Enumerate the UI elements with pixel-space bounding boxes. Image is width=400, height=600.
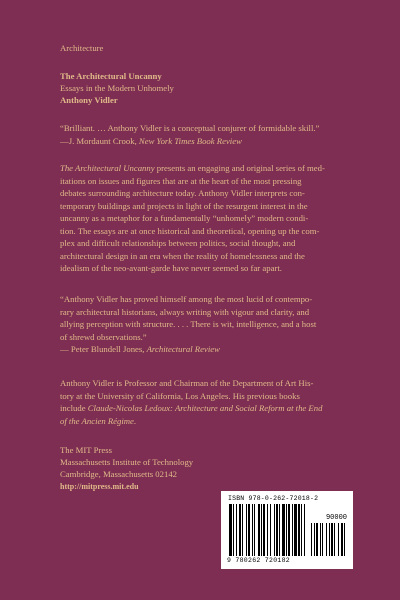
bio-line: Anthony Vidler is Professor and Chairman of the Department of Art His- xyxy=(60,378,314,388)
barcode-bar xyxy=(229,504,232,556)
barcode-bar xyxy=(252,504,253,556)
description-line: idealism of the neo-avant-garde have never seemed so far apart. xyxy=(60,263,282,273)
barcode-bar xyxy=(338,523,339,556)
quote-2 xyxy=(60,293,360,356)
barcode-bar xyxy=(236,504,237,556)
quote-2-line: allying perception with structure. . . . There is wit, intelligence, and a host xyxy=(60,319,317,329)
isbn-text: ISBN 978-0-262-72018-2 xyxy=(228,495,319,502)
barcode-bar xyxy=(344,523,345,556)
bio-line: of the Ancien Régime. xyxy=(60,415,137,426)
description-line: architectural design in an era when the reality of homelessness and the xyxy=(60,250,305,261)
barcode-bar xyxy=(279,504,280,556)
barcode-bar xyxy=(282,504,285,556)
bio-line: tory at the University of California, Los Angeles. His previous books xyxy=(60,390,300,401)
barcode-bar xyxy=(304,504,305,556)
barcode-bar xyxy=(261,504,262,556)
author-bio xyxy=(60,377,360,427)
barcode-bar xyxy=(320,523,321,556)
barcode-bar xyxy=(311,523,312,556)
quote-2-source: Architectural Review xyxy=(146,344,220,354)
barcode-bar xyxy=(322,523,323,556)
barcode-bar xyxy=(286,504,287,556)
barcode-bar xyxy=(331,523,333,556)
barcode-bar xyxy=(233,504,234,556)
publisher-city: Cambridge, Massachusetts 02142 xyxy=(60,469,178,479)
previous-book-title: Claude-Nicolas Ledoux: Architecture and Social Reform at the End xyxy=(87,403,323,413)
barcode-bar xyxy=(263,504,265,556)
barcode-bar xyxy=(258,504,260,556)
description-line: plex and difficult relationships between politics, social thought, and xyxy=(60,238,296,248)
barcode-bar xyxy=(254,504,255,556)
barcode-bar xyxy=(329,523,330,556)
isbn-barcode xyxy=(221,491,353,569)
publisher-name: The MIT Press xyxy=(60,445,112,455)
quote-1-source: New York Times Book Review xyxy=(138,135,242,146)
description-line: uncanny as a metaphor for a fundamentally “unhomely” modern condi- xyxy=(60,213,309,223)
quote-1 xyxy=(60,122,360,147)
quote-2-line: of shrewd observations.” xyxy=(60,331,147,342)
barcode-bar xyxy=(326,523,327,556)
description-title: The Architectural Uncanny xyxy=(60,163,155,173)
barcode-digits: 9 780262 720182 xyxy=(227,557,291,564)
book-author: Anthony Vidler xyxy=(60,95,118,105)
book-title: The Architectural Uncanny xyxy=(60,71,162,81)
barcode-bar xyxy=(316,523,318,556)
quote-2-line: rary architectural historians, always writing with vigour and clarity, and xyxy=(60,306,310,317)
description-line: temporary buildings and projects in light of the resurgent interest in the xyxy=(60,200,308,211)
barcode-bar xyxy=(267,504,268,556)
description-line: itations on issues and figures that are at the heart of the most pressing xyxy=(60,175,302,186)
barcode-bar xyxy=(334,523,335,556)
description-line: debates surrounding architecture today. Anthony Vidler interprets con- xyxy=(60,188,305,198)
barcode-bar xyxy=(298,504,300,556)
description-line: tion. The essays are at once historical and theoretical, opening up the com- xyxy=(60,225,320,236)
publisher-institution: Massachusetts Institute of Technology xyxy=(60,457,194,467)
barcode-bar xyxy=(294,504,297,556)
barcode-bar xyxy=(292,504,293,556)
previous-book-title-end: of the Ancien Régime xyxy=(60,415,134,426)
quote-1-line: “Brilliant. … Anthony Vidler is a conceptual conjurer of formidable skill.” xyxy=(60,123,320,133)
description xyxy=(60,162,360,275)
barcode-bar xyxy=(314,523,315,556)
publisher-url[interactable]: http://mitpress.mit.edu xyxy=(60,482,139,491)
barcode-bar xyxy=(239,504,241,556)
quote-2-line: “Anthony Vidler has proved himself among the most lucid of contempo- xyxy=(60,294,313,304)
barcode-bar xyxy=(246,504,247,556)
category-label: Architecture xyxy=(60,43,104,53)
quote-2-attribution: — Peter Blundell Jones, Architectural Review xyxy=(60,344,220,354)
barcode-bar xyxy=(276,504,278,556)
barcode-bar xyxy=(341,523,343,556)
bio-line: include Claude-Nicolas Ledoux: Architecture and Social Reform at the End xyxy=(60,403,323,413)
barcode-bar xyxy=(270,504,271,556)
book-subtitle: Essays in the Modern Unhomely xyxy=(60,83,174,93)
barcode-bar xyxy=(288,504,290,556)
barcode-bar xyxy=(274,504,275,556)
barcode-bar xyxy=(242,504,243,556)
barcode-bar xyxy=(301,504,302,556)
description-line: The Architectural Uncanny presents an engaging and original series of med- xyxy=(60,163,325,173)
price-code: 90000 xyxy=(325,514,347,522)
barcode-bar xyxy=(248,504,250,556)
quote-1-attribution: —J. Mordaunt Crook, New York Times Book Review xyxy=(60,135,242,146)
